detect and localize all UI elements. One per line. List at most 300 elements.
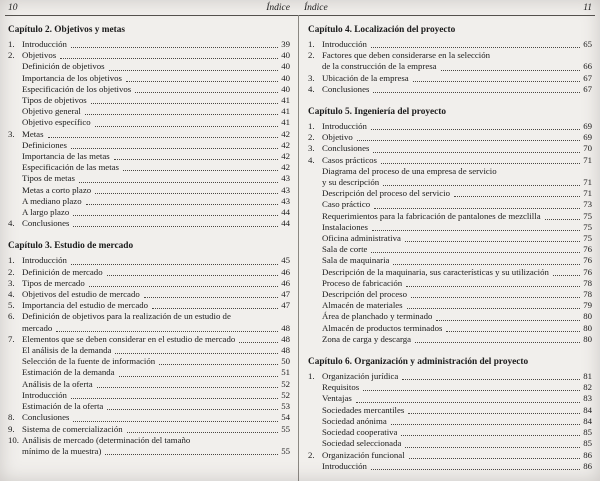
entry-label: Introducción bbox=[22, 255, 67, 266]
toc-entry bbox=[8, 401, 290, 412]
entry-number: 1. bbox=[308, 121, 315, 132]
entry-label: Tipos de metas bbox=[22, 173, 75, 184]
entry-label: Sistema de comercialización bbox=[22, 423, 123, 434]
entry-page-number: 84 bbox=[583, 404, 592, 415]
toc-page-right bbox=[298, 16, 600, 481]
toc-entry bbox=[8, 50, 290, 61]
dot-leader bbox=[56, 331, 278, 332]
entry-number: 2. bbox=[8, 50, 15, 61]
dot-leader bbox=[91, 103, 279, 104]
dot-leader bbox=[393, 264, 580, 265]
entry-label: Casos prácticos bbox=[322, 154, 377, 165]
chapter-title: Capítulo 6. Organización y administración del proyecto bbox=[308, 357, 529, 368]
entry-label: Almacén de materiales bbox=[322, 300, 403, 311]
toc-entry bbox=[308, 39, 592, 50]
dot-leader bbox=[85, 114, 278, 115]
dot-leader bbox=[135, 92, 278, 93]
toc-entry bbox=[8, 345, 290, 356]
entry-number: 2. bbox=[308, 50, 315, 61]
dot-leader bbox=[109, 70, 279, 71]
entry-page-number: 85 bbox=[583, 427, 592, 438]
entry-label: Conclusiones bbox=[322, 143, 370, 154]
toc-entry bbox=[8, 196, 290, 207]
dot-leader bbox=[144, 297, 278, 298]
entry-page-number: 54 bbox=[281, 412, 290, 423]
dot-leader bbox=[413, 81, 580, 82]
entry-label: mínimo de la muestra) bbox=[22, 445, 102, 456]
chapter-title: Capítulo 4. Localización del proyecto bbox=[308, 25, 456, 35]
toc-entry bbox=[308, 155, 592, 166]
toc-entry bbox=[308, 416, 592, 427]
dot-leader bbox=[107, 409, 278, 410]
entry-number: 8. bbox=[8, 412, 15, 423]
toc-section bbox=[8, 24, 290, 229]
dot-leader bbox=[86, 204, 279, 205]
entry-label: Definiciones bbox=[22, 139, 67, 150]
toc-spread bbox=[0, 16, 600, 481]
dot-leader bbox=[374, 208, 580, 209]
entry-label: Elementos que se deben considerar en el estudio de mercado bbox=[22, 333, 236, 344]
toc-entry bbox=[8, 390, 290, 401]
entry-page-number: 81 bbox=[583, 371, 592, 382]
toc-entry bbox=[308, 73, 592, 84]
page-number-right: 11 bbox=[583, 3, 592, 13]
entry-label: Factores que deben considerarse en la selección bbox=[322, 50, 491, 61]
entry-label: Introducción bbox=[22, 389, 67, 400]
dot-leader bbox=[371, 252, 580, 253]
dot-leader bbox=[363, 390, 580, 391]
entry-label: Conclusiones bbox=[22, 412, 70, 423]
entry-page-number: 43 bbox=[281, 195, 290, 206]
dot-leader bbox=[79, 182, 278, 183]
entry-label: Proceso de fabricación bbox=[322, 277, 403, 288]
entry-page-number: 86 bbox=[583, 460, 592, 471]
dot-leader bbox=[123, 170, 278, 171]
dot-leader bbox=[119, 376, 279, 377]
toc-entry bbox=[8, 39, 290, 50]
dot-leader bbox=[357, 140, 580, 141]
dot-leader bbox=[373, 92, 580, 93]
toc-entry bbox=[308, 334, 592, 345]
entry-page-number: 76 bbox=[583, 266, 592, 277]
dot-leader bbox=[373, 152, 580, 153]
entry-label: Diagrama del proceso de una empresa de servicio bbox=[322, 165, 497, 176]
dot-leader bbox=[409, 458, 581, 459]
dot-leader bbox=[405, 447, 580, 448]
toc-entry bbox=[308, 323, 592, 334]
entry-label: Requerimientos para la fabricación de pantalones de mezclilla bbox=[322, 210, 541, 221]
dot-leader bbox=[407, 308, 581, 309]
chapter-title: Capítulo 5. Ingeniería del proyecto bbox=[308, 107, 446, 118]
entry-label: Definición de mercado bbox=[22, 266, 103, 277]
entry-label: El análisis de la demanda bbox=[22, 345, 112, 356]
entry-page-number: 50 bbox=[281, 356, 290, 367]
toc-entry bbox=[8, 424, 290, 435]
toc-entry bbox=[308, 143, 592, 154]
entry-label: Oficina administrativa bbox=[322, 233, 401, 244]
dot-leader bbox=[71, 398, 278, 399]
dot-leader bbox=[97, 387, 279, 388]
entry-number: 3. bbox=[8, 128, 15, 139]
entry-label: Sociedad seleccionada bbox=[322, 438, 402, 449]
entry-label: Área de planchado y terminado bbox=[322, 311, 433, 322]
entry-page-number: 76 bbox=[583, 244, 592, 255]
entry-page-number: 41 bbox=[281, 106, 290, 117]
dot-leader bbox=[114, 159, 279, 160]
entry-label: Requisitos bbox=[322, 382, 360, 393]
toc-entry bbox=[308, 166, 592, 177]
entry-page-number: 53 bbox=[281, 401, 290, 412]
dot-leader bbox=[73, 421, 278, 422]
entry-page-number: 51 bbox=[281, 367, 290, 378]
entry-label: Sociedades mercantiles bbox=[322, 404, 405, 415]
dot-leader bbox=[545, 219, 581, 220]
dot-leader bbox=[408, 413, 580, 414]
entry-label: Sociedad cooperativa bbox=[322, 427, 398, 438]
entry-number: 1. bbox=[308, 371, 315, 382]
entry-label: Metas a corto plazo bbox=[22, 184, 92, 195]
page-number-left: 10 bbox=[8, 3, 18, 13]
entry-number: 9. bbox=[8, 423, 15, 434]
entry-number: 4. bbox=[308, 83, 315, 94]
chapter-title: Capítulo 3. Estudio de mercado bbox=[8, 241, 134, 252]
dot-leader bbox=[73, 215, 278, 216]
entry-label: Introducción bbox=[22, 39, 67, 49]
dot-leader bbox=[371, 47, 580, 48]
toc-entry bbox=[308, 211, 592, 222]
toc-entry bbox=[308, 461, 592, 472]
entry-page-number: 80 bbox=[583, 333, 592, 344]
toc-entry bbox=[8, 412, 290, 423]
dot-leader bbox=[126, 81, 278, 82]
dot-leader bbox=[553, 275, 580, 276]
toc-entry bbox=[308, 382, 592, 393]
entry-label: Sociedad anónima bbox=[322, 415, 387, 426]
entry-label: Introducción bbox=[322, 39, 367, 49]
toc-entry bbox=[308, 427, 592, 438]
entry-page-number: 39 bbox=[281, 39, 290, 49]
entry-label: Introducción bbox=[322, 121, 367, 132]
entry-label: Objetivo específico bbox=[22, 117, 91, 128]
dot-leader bbox=[71, 148, 278, 149]
toc-entry bbox=[308, 84, 592, 95]
entry-label: Especificación de las metas bbox=[22, 162, 119, 173]
toc-entry bbox=[8, 106, 290, 117]
entry-page-number: 75 bbox=[583, 233, 592, 244]
toc-entry bbox=[8, 73, 290, 84]
entry-page-number: 45 bbox=[281, 255, 290, 266]
entry-page-number: 78 bbox=[583, 277, 592, 288]
running-header-right-page bbox=[290, 2, 592, 14]
entry-label: Ventajas bbox=[322, 393, 352, 404]
chapter-title: Capítulo 2. Objetivos y metas bbox=[8, 25, 125, 35]
entry-label: Sala de corte bbox=[322, 244, 368, 255]
entry-number: 3. bbox=[308, 143, 315, 154]
toc-entry bbox=[8, 311, 290, 322]
toc-entry bbox=[308, 233, 592, 244]
dot-leader bbox=[411, 297, 580, 298]
entry-number: 1. bbox=[308, 39, 315, 49]
entry-page-number: 71 bbox=[583, 177, 592, 188]
dot-leader bbox=[372, 230, 580, 231]
entry-page-number: 70 bbox=[583, 143, 592, 154]
entry-label: Caso práctico bbox=[322, 199, 371, 210]
entry-page-number: 65 bbox=[583, 39, 592, 49]
dot-leader bbox=[405, 241, 580, 242]
dot-leader bbox=[152, 308, 278, 309]
entry-page-number: 47 bbox=[281, 289, 290, 300]
entry-label: Objetivos del estudio de mercado bbox=[22, 289, 140, 300]
dot-leader bbox=[95, 193, 278, 194]
dot-leader bbox=[71, 47, 278, 48]
entry-page-number: 66 bbox=[583, 61, 592, 72]
dot-leader bbox=[371, 469, 580, 470]
toc-entry bbox=[8, 140, 290, 151]
entry-label: Tipos de mercado bbox=[22, 277, 85, 288]
toc-entry bbox=[8, 117, 290, 128]
toc-entry bbox=[8, 162, 290, 173]
toc-entry bbox=[8, 173, 290, 184]
toc-entry bbox=[308, 405, 592, 416]
entry-page-number: 67 bbox=[583, 72, 592, 83]
toc-entry bbox=[8, 207, 290, 218]
toc-entry bbox=[308, 177, 592, 188]
entry-label: Tipos de objetivos bbox=[22, 95, 87, 106]
toc-entry bbox=[308, 393, 592, 404]
dot-leader bbox=[371, 129, 580, 130]
dot-leader bbox=[159, 364, 278, 365]
entry-label: Almacén de productos terminados bbox=[322, 322, 443, 333]
entry-label: Análisis de mercado (determinación del tamaño bbox=[22, 434, 191, 445]
entry-page-number: 42 bbox=[281, 128, 290, 139]
entry-page-number: 44 bbox=[281, 218, 290, 229]
toc-entry bbox=[8, 323, 290, 334]
dot-leader bbox=[115, 353, 278, 354]
toc-entry bbox=[308, 222, 592, 233]
entry-label: mercado bbox=[22, 322, 53, 333]
toc-entry bbox=[308, 188, 592, 199]
entry-page-number: 46 bbox=[281, 266, 290, 277]
entry-page-number: 80 bbox=[583, 311, 592, 322]
entry-page-number: 42 bbox=[281, 139, 290, 150]
entry-label: Análisis de la oferta bbox=[22, 378, 93, 389]
toc-page-left bbox=[0, 16, 298, 481]
dot-leader bbox=[436, 320, 580, 321]
entry-page-number: 67 bbox=[583, 83, 592, 94]
entry-page-number: 52 bbox=[281, 389, 290, 400]
dot-leader bbox=[60, 58, 278, 59]
entry-page-number: 48 bbox=[281, 345, 290, 356]
dot-leader bbox=[415, 342, 580, 343]
entry-number: 10. bbox=[8, 434, 19, 445]
entry-label: y su descripción bbox=[322, 177, 380, 188]
entry-page-number: 40 bbox=[281, 83, 290, 94]
dot-leader bbox=[446, 331, 580, 332]
dot-leader bbox=[454, 196, 580, 197]
dot-leader bbox=[127, 432, 279, 433]
toc-entry bbox=[308, 267, 592, 278]
dot-leader bbox=[239, 342, 278, 343]
entry-page-number: 80 bbox=[583, 322, 592, 333]
entry-label: Organización funcional bbox=[322, 449, 405, 460]
entry-label: Importancia del estudio de mercado bbox=[22, 300, 149, 311]
entry-label: Sala de maquinaria bbox=[322, 255, 390, 266]
entry-page-number: 75 bbox=[583, 210, 592, 221]
toc-entry bbox=[8, 435, 290, 446]
toc-section bbox=[308, 24, 592, 95]
dot-leader bbox=[401, 435, 580, 436]
entry-page-number: 82 bbox=[583, 382, 592, 393]
dot-leader bbox=[48, 137, 279, 138]
toc-section bbox=[308, 106, 592, 345]
entry-label: Importancia de los objetivos bbox=[22, 72, 122, 83]
entry-label: Objetivo general bbox=[22, 106, 81, 117]
dot-leader bbox=[356, 402, 580, 403]
toc-entry bbox=[308, 450, 592, 461]
entry-label: Estimación de la oferta bbox=[22, 401, 104, 412]
entry-label: Introducción bbox=[322, 460, 367, 471]
dot-leader bbox=[71, 264, 278, 265]
entry-label: Descripción del proceso del servicio bbox=[322, 188, 450, 199]
entry-page-number: 85 bbox=[583, 438, 592, 449]
dot-leader bbox=[73, 226, 278, 227]
toc-entry bbox=[8, 61, 290, 72]
entry-page-number: 42 bbox=[281, 162, 290, 173]
toc-entry bbox=[308, 61, 592, 72]
toc-entry bbox=[8, 95, 290, 106]
entry-page-number: 75 bbox=[583, 221, 592, 232]
entry-label: Especificación de los objetivos bbox=[22, 83, 132, 94]
toc-entry bbox=[8, 300, 290, 311]
dot-leader bbox=[383, 185, 580, 186]
toc-entry bbox=[8, 278, 290, 289]
entry-number: 6. bbox=[8, 311, 15, 322]
entry-label: A largo plazo bbox=[22, 207, 70, 218]
entry-number: 2. bbox=[8, 266, 15, 277]
entry-page-number: 46 bbox=[281, 277, 290, 288]
toc-entry bbox=[8, 267, 290, 278]
toc-entry bbox=[308, 438, 592, 449]
entry-number: 3. bbox=[8, 277, 15, 288]
toc-entry bbox=[8, 151, 290, 162]
entry-label: de la construcción de la empresa bbox=[322, 61, 437, 72]
entry-page-number: 55 bbox=[281, 445, 290, 456]
entry-page-number: 48 bbox=[281, 333, 290, 344]
entry-label: Objetivos bbox=[22, 50, 57, 61]
toc-entry bbox=[308, 311, 592, 322]
entry-page-number: 44 bbox=[281, 207, 290, 218]
toc-entry bbox=[8, 356, 290, 367]
toc-entry bbox=[308, 121, 592, 132]
entry-page-number: 41 bbox=[281, 95, 290, 106]
entry-page-number: 71 bbox=[583, 154, 592, 165]
entry-number: 1. bbox=[8, 39, 15, 49]
dot-leader bbox=[402, 379, 580, 380]
entry-page-number: 84 bbox=[583, 415, 592, 426]
entry-label: Descripción del proceso bbox=[322, 289, 408, 300]
entry-page-number: 69 bbox=[583, 132, 592, 143]
toc-entry bbox=[308, 132, 592, 143]
entry-page-number: 41 bbox=[281, 117, 290, 128]
toc-entry bbox=[8, 289, 290, 300]
entry-page-number: 42 bbox=[281, 151, 290, 162]
running-head-right: Índice bbox=[304, 3, 328, 13]
entry-number: 5. bbox=[8, 300, 15, 311]
toc-entry bbox=[308, 278, 592, 289]
toc-entry bbox=[8, 255, 290, 266]
toc-entry bbox=[8, 129, 290, 140]
toc-entry bbox=[308, 255, 592, 266]
entry-label: Definición de objetivos bbox=[22, 61, 105, 72]
dot-leader bbox=[107, 275, 279, 276]
entry-label: Organización jurídica bbox=[322, 371, 399, 382]
entry-page-number: 43 bbox=[281, 173, 290, 184]
entry-label: Objetivo bbox=[322, 132, 353, 143]
entry-page-number: 47 bbox=[281, 300, 290, 311]
entry-number: 2. bbox=[308, 449, 315, 460]
entry-label: Conclusiones bbox=[22, 218, 70, 229]
entry-number: 4. bbox=[308, 154, 315, 165]
entry-number: 7. bbox=[8, 333, 15, 344]
dot-leader bbox=[95, 126, 279, 127]
toc-entry bbox=[8, 334, 290, 345]
toc-entry bbox=[308, 199, 592, 210]
entry-label: Metas bbox=[22, 128, 44, 139]
entry-label: Definición de objetivos para la realización de un estudio de bbox=[22, 311, 231, 322]
toc-entry bbox=[8, 84, 290, 95]
dot-leader bbox=[381, 163, 580, 164]
dot-leader bbox=[391, 424, 580, 425]
entry-number: 4. bbox=[8, 218, 15, 229]
toc-entry bbox=[308, 244, 592, 255]
entry-page-number: 40 bbox=[281, 72, 290, 83]
entry-page-number: 40 bbox=[281, 50, 290, 61]
running-header-left-page bbox=[8, 2, 290, 14]
entry-label: Ubicación de la empresa bbox=[322, 72, 409, 83]
entry-label: Conclusiones bbox=[322, 83, 370, 94]
entry-label: Selección de la fuente de información bbox=[22, 356, 156, 367]
entry-label: Estimación de la demanda bbox=[22, 367, 115, 378]
toc-entry bbox=[308, 300, 592, 311]
toc-section bbox=[308, 356, 592, 472]
entry-page-number: 55 bbox=[281, 423, 290, 434]
entry-label: Instalaciones bbox=[322, 221, 368, 232]
entry-label: Zona de carga y descarga bbox=[322, 333, 412, 344]
entry-number: 4. bbox=[8, 289, 15, 300]
entry-page-number: 83 bbox=[583, 393, 592, 404]
toc-entry bbox=[8, 379, 290, 390]
entry-page-number: 79 bbox=[583, 300, 592, 311]
entry-number: 2. bbox=[308, 132, 315, 143]
toc-entry bbox=[8, 446, 290, 457]
toc-entry bbox=[308, 289, 592, 300]
running-head-left: Índice bbox=[266, 3, 290, 13]
entry-label: A mediano plazo bbox=[22, 195, 82, 206]
running-header bbox=[8, 2, 592, 14]
entry-page-number: 69 bbox=[583, 121, 592, 132]
toc-entry bbox=[8, 367, 290, 378]
entry-page-number: 86 bbox=[583, 449, 592, 460]
entry-page-number: 76 bbox=[583, 255, 592, 266]
toc-entry bbox=[8, 218, 290, 229]
entry-page-number: 71 bbox=[583, 188, 592, 199]
entry-page-number: 52 bbox=[281, 378, 290, 389]
entry-page-number: 73 bbox=[583, 199, 592, 210]
entry-label: Descripción de la maquinaria, sus características y su utilización bbox=[322, 266, 549, 277]
entry-number: 1. bbox=[8, 255, 15, 266]
entry-page-number: 40 bbox=[281, 61, 290, 72]
toc-entry bbox=[308, 371, 592, 382]
